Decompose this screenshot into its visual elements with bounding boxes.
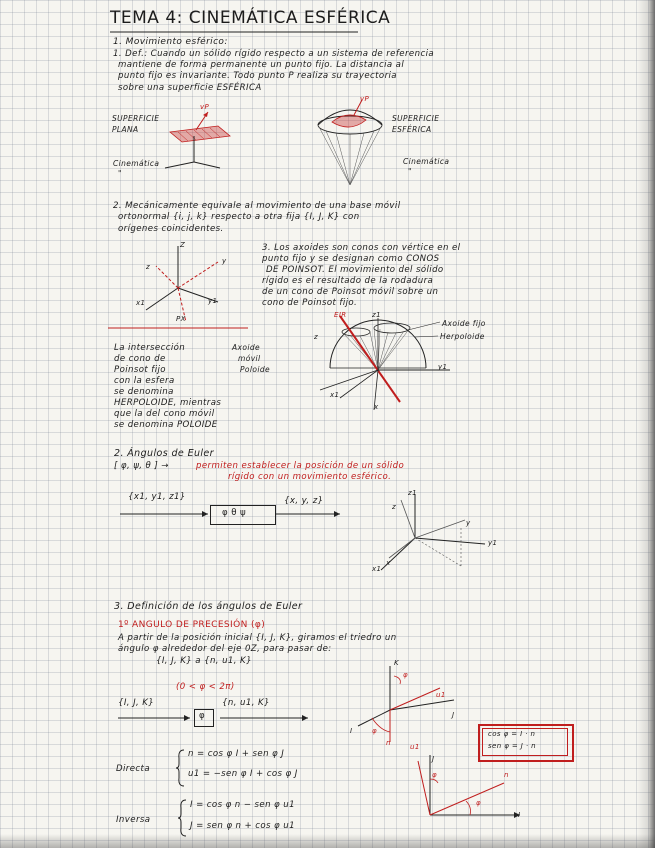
- section2-line: 2. Mecánicamente equivale al movimiento de una base móvil: [113, 201, 401, 211]
- poinsot-text-line: La intersección: [114, 343, 186, 353]
- section3-line: punto fijo y se designan como CONOS: [262, 254, 440, 264]
- axis-label-x: x: [386, 559, 391, 567]
- section2-line: orígenes coincidentes.: [118, 224, 224, 234]
- axis-label-y1: y1: [208, 297, 218, 305]
- plane-surface-label: PLANA: [112, 125, 139, 134]
- inverse-transform-label: Inversa: [116, 815, 151, 825]
- direct-transform-label: Directa: [116, 764, 150, 774]
- poinsot-cones-figure: [300, 310, 460, 420]
- axoide-movil-label: móvil: [238, 354, 261, 363]
- poinsot-text-line: Poinsot fijo: [114, 365, 166, 375]
- section1-def-line: punto fijo es invariante. Todo punto P realiza su trayectoria: [118, 71, 397, 81]
- poinsot-text-line: de cono de: [114, 354, 166, 364]
- spherical-surface-label: ESFÉRICA: [392, 125, 432, 134]
- spherical-surface-figure: [310, 95, 390, 195]
- axoide-fijo-label: Axoide fijo: [442, 319, 486, 328]
- axis-label-y: y: [222, 257, 227, 265]
- page-edge-right: [637, 0, 655, 848]
- axis-label-z1: z1: [372, 311, 381, 319]
- kinematics-label-right: Cinemática: [403, 157, 450, 166]
- vector-u1-label: u1: [410, 743, 420, 751]
- vector-u1-label: u1: [436, 691, 446, 699]
- axis-label-i: I: [518, 811, 521, 819]
- poloide-label: Poloide: [240, 365, 271, 374]
- ditto-mark: ": [118, 169, 122, 178]
- axoide-movil-label: Axoide: [232, 343, 261, 352]
- euler-axes-figure: [375, 488, 498, 578]
- angle-phi-label: φ: [476, 799, 482, 807]
- section2-line: ortonormal {i, j, k} respecto a otra fija {I, J, K} con: [118, 212, 360, 222]
- inverse-formula-j: J = sen φ n + cos φ u1: [190, 821, 295, 831]
- angle-phi-label: φ: [403, 671, 409, 679]
- euler-output-set: {x, y, z}: [284, 496, 324, 506]
- eir-label: EIR: [334, 311, 347, 319]
- vector-vp-label: vP: [200, 103, 210, 111]
- euler-heading: 2. Ángulos de Euler: [114, 448, 214, 459]
- poinsot-text-line: HERPOLOIDE, mientras: [114, 398, 222, 408]
- section3-line: 3. Los axoides son conos con vértice en el: [262, 243, 461, 253]
- section3-line: rígido es el resultado de la rodadura: [262, 276, 434, 286]
- poinsot-text-line: que la del cono móvil: [114, 409, 215, 419]
- page-edge-bottom: [0, 834, 655, 848]
- sen-phi-formula: sen φ = J · n: [488, 742, 536, 750]
- inverse-brace: [178, 798, 188, 838]
- euler-line: permiten establecer la posición de un sólido: [196, 461, 405, 471]
- page-title: TEMA 4: CINEMÁTICA ESFÉRICA: [110, 8, 391, 28]
- axis-label-i: I: [350, 727, 353, 735]
- precession-output-set: {n, u1, K}: [222, 698, 270, 708]
- euler-line: rígido con un movimiento esférico.: [228, 472, 392, 482]
- axis-label-j: J: [432, 755, 435, 763]
- axis-label-z1: Z: [180, 241, 186, 249]
- axis-label-k: K: [394, 659, 399, 667]
- precession-flow-arrows: [118, 708, 318, 728]
- euler-box-angles: φ θ ψ: [222, 508, 247, 518]
- euler-input-set: {x1, y1, z1}: [128, 492, 186, 502]
- vector-n-label: n: [386, 739, 391, 747]
- poinsot-text-line: con la esfera: [114, 376, 175, 386]
- precession-heading: 1º ANGULO DE PRECESIÓN (φ): [118, 620, 266, 630]
- definition-from-to: {I, J, K} a {n, u1, K}: [156, 656, 252, 666]
- vector-vp-label: vP: [360, 95, 370, 103]
- kinematics-label-left: Cinemática: [113, 159, 160, 168]
- precession-box-angle: φ: [199, 711, 206, 721]
- direct-brace: [176, 748, 186, 788]
- precession-plane-figure: [410, 742, 540, 825]
- angle-phi-label: φ: [372, 727, 378, 735]
- euler-line: [ φ, ψ, θ ] →: [114, 461, 169, 471]
- precession-input-set: {I, J, K}: [118, 698, 155, 708]
- section3-line: de un cono de Poinsot móvil sobre un: [262, 287, 439, 297]
- section3-line: DE POINSOT. El movimiento del sólido: [266, 265, 444, 275]
- axis-label-px: PX: [176, 315, 186, 323]
- axis-label-z: z: [146, 263, 151, 271]
- section1-def-line: mantiene de forma permanente un punto fijo. La distancia al: [118, 60, 405, 70]
- axis-label-y1: y1: [488, 539, 498, 547]
- axis-label-z: z: [392, 503, 397, 511]
- axis-label-y1: y1: [438, 363, 448, 371]
- angle-phi-label: φ: [432, 771, 438, 779]
- axis-label-z: z: [314, 333, 319, 341]
- poinsot-text-line: se denomina POLOIDE: [114, 420, 218, 430]
- axis-label-x: x: [374, 403, 379, 411]
- axis-label-z1: z1: [408, 489, 417, 497]
- inverse-formula-i: I = cos φ n − sen φ u1: [190, 800, 295, 810]
- spherical-surface-label: SUPERFICIE: [392, 114, 440, 123]
- axis-label-x1: x1: [136, 299, 146, 307]
- section1-heading: 1. Movimiento esférico:: [113, 37, 228, 47]
- poinsot-text-line: se denomina: [114, 387, 174, 397]
- section3-line: cono de Poinsot fijo.: [262, 298, 358, 308]
- direct-formula-u1: u1 = −sen φ I + cos φ J: [188, 769, 298, 779]
- axis-label-x1: x1: [372, 565, 382, 573]
- direct-formula-n: n = cos φ I + sen φ J: [188, 749, 285, 759]
- axis-label-j: J: [452, 711, 455, 719]
- plane-surface-figure: [150, 100, 240, 175]
- cos-phi-formula: cos φ = I · n: [488, 730, 536, 738]
- coordinate-axes-figure: [128, 240, 248, 330]
- herpoloide-label: Herpoloide: [440, 332, 485, 341]
- vector-n-label: n: [504, 771, 509, 779]
- section1-def-line: sobre una superficie ESFÉRICA: [118, 83, 262, 93]
- plane-surface-label: SUPERFICIE: [112, 114, 160, 123]
- ditto-mark: ": [408, 167, 412, 176]
- definition-line: A partir de la posición inicial {I, J, K}, giramos el triedro un: [118, 633, 397, 643]
- axis-label-x1: x1: [330, 391, 340, 399]
- definition-heading: 3. Definición de los ángulos de Euler: [114, 601, 303, 612]
- axis-label-y: y: [466, 519, 471, 527]
- precession-range: (0 < φ < 2π): [176, 682, 235, 692]
- section1-def-line: 1. Def.: Cuando un sólido rígido respecto a un sistema de referencia: [113, 49, 435, 59]
- title-underline: [110, 30, 360, 34]
- definition-line: ángulo φ alrededor del eje 0Z, para pasar de:: [118, 644, 332, 654]
